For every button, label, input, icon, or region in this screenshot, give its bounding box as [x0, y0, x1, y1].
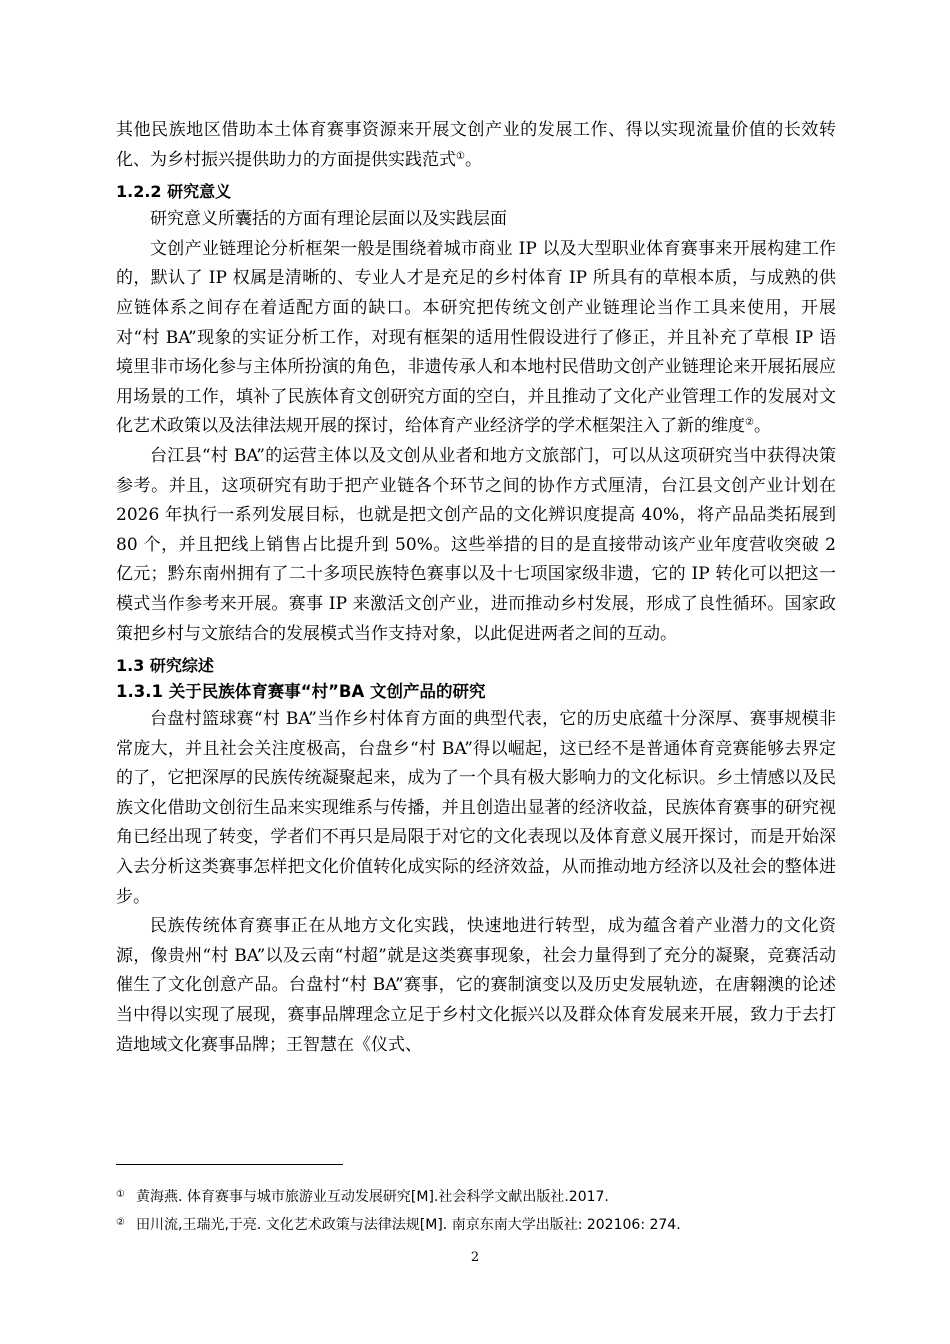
footnote-text: 黄海燕. 体育赛事与城市旅游业互动发展研究[M].社会科学文献出版社.2017.: [136, 1189, 609, 1205]
footnote-mark: ①: [116, 1189, 125, 1200]
page-number: 2: [470, 1250, 480, 1265]
paragraph-review-1: 台盘村篮球赛“村 BA”当作乡村体育方面的典型代表，它的历史底蕴十分深厚、赛事规模非常庞大，并且社会关注度极高，台盘乡“村 BA”得以崛起，这已经不是普通体育竞赛能够去界定的了，它把深厚的民族传统凝聚起来，成为了一个具有极大影响力的文化标识。乡土情感以及民族文化借助文创衍生品来实现维系与传播，并且创造出显著的经济收益，民族体育赛事的研究视角已经出现了转变，学者们不再只是局限于对它的文化表现以及体育意义展开探讨，而是开始深入去分析这类赛事怎样把文化价值转化成实际的经济效益，从而推动地方经济以及社会的整体进步。: [116, 709, 836, 907]
body-text: [116, 116, 836, 1060]
paragraph-text: 其他民族地区借助本土体育赛事资源来开展文创产业的发展工作、得以实现流量价值的长效转化、为乡村振兴提供助力的方面提供实践范式: [116, 120, 836, 170]
paragraph-practice: 台江县“村 BA”的运营主体以及文创从业者和地方文旅部门，可以从这项研究当中获得决策参考。并且，这项研究有助于把产业链各个环节之间的协作方式厘清，台江县文创产业计划在 2026 年执行一系列发展目标，也就是把文创产品的文化辨识度提高 40%，将产品品类拓展到 80 个，并且把线上销售占比提升到 50%。这些举措的目的是直接带动该产业年度营收突破 2 亿元；黔东南州拥有了二十多项民族特色赛事以及十七项国家级非遗，它的 IP 转化可以把这一模式当作参考来开展。赛事 IP 来激活文创产业，进而推动乡村发展，形成了良性循环。国家政策把乡村与文旅结合的发展模式当作支持对象，以此促进两者之间的互动。: [116, 445, 836, 644]
footnote-ref-2[interactable]: ②: [745, 417, 754, 429]
paragraph-end: 。: [753, 416, 771, 437]
footnotes: [116, 1182, 856, 1238]
paragraph-text: 文创产业链理论分析框架一般是围绕着城市商业 IP 以及大型职业体育赛事来开展构建工作的，默认了 IP 权属是清晰的、专业人才是充足的乡村体育 IP 所具有的草根本质，与成熟的供应链体系之间存在着适配方面的缺口。本研究把传统文创产业链理论当作工具来使用，开展对“村 BA”现象的实证分析工作，对现有框架的适用性假设进行了修正，并且补充了草根 IP 语境里非市场化参与主体所扮演的角色，非遗传承人和本地村民借助文创产业链理论来开展拓展应用场景的工作，填补了民族体育文创研究方面的空白，并且推动了文化产业管理工作的发展对文化艺术政策以及法律法规开展的探讨，给体育产业经济学的学术框架注入了新的维度: [116, 238, 836, 437]
paragraph-end: 。: [464, 149, 482, 170]
paragraph-review-2: 民族传统体育赛事正在从地方文化实践，快速地进行转型，成为蕴含着产业潜力的文化资源，像贵州“村 BA”以及云南“村超”就是这类赛事现象，社会力量得到了充分的凝聚，竞赛活动催生了文化创意产品。台盘村“村 BA”赛事，它的赛制演变以及历史发展轨迹，在唐翱澳的论述当中得以实现了展现，赛事品牌理念立足于乡村文化振兴以及群众体育发展来开展，致力于去打造地域文化赛事品牌；王智慧在《仪式、: [116, 916, 836, 1055]
footnote-1: [116, 1182, 856, 1210]
footnote-2: [116, 1210, 856, 1238]
footnote-separator: [116, 1164, 343, 1165]
footnote-ref-1[interactable]: ①: [456, 150, 465, 162]
footnote-mark: ②: [116, 1217, 125, 1228]
paragraph-theory: [116, 235, 836, 442]
section-heading-1-3: 1.3 研究综述: [116, 656, 214, 676]
paragraph-significance-intro: 研究意义所囊括的方面有理论层面以及实践层面: [150, 209, 507, 230]
paragraph-continuation: [116, 116, 836, 175]
footnote-text: 田川流,王瑞光,于亮. 文化艺术政策与法律法规[M]. 南京东南大学出版社: 202106: 274.: [136, 1217, 681, 1233]
section-heading-1-2-2: 1.2.2 研究意义: [116, 182, 232, 202]
section-heading-1-3-1: 1.3.1 关于民族体育赛事“村”BA 文创产品的研究: [116, 682, 486, 702]
